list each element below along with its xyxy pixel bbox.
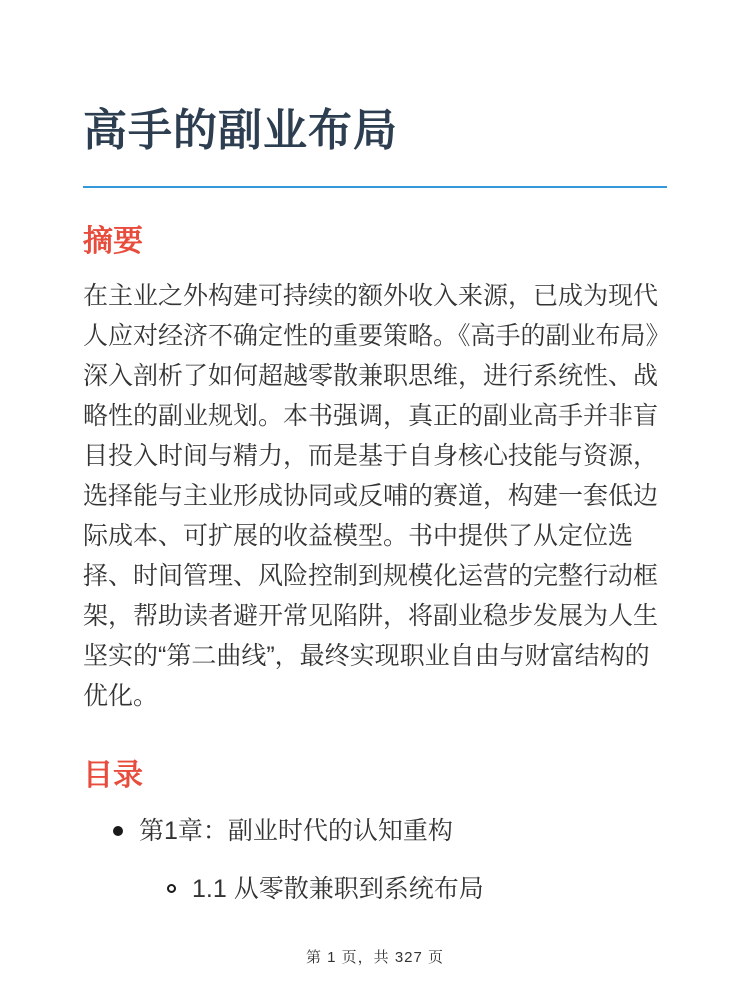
- title-underline: [83, 186, 667, 188]
- toc-list: [83, 811, 667, 909]
- disc-bullet-icon: [113, 826, 123, 836]
- circle-bullet-icon: [167, 884, 176, 893]
- toc-item-1-1: [83, 869, 667, 909]
- toc-item-label: 第1章：副业时代的认知重构: [139, 816, 453, 845]
- abstract-heading: 摘要: [83, 224, 143, 258]
- page-title: 高手的副业布局: [83, 106, 398, 155]
- abstract-paragraph: 在主业之外构建可持续的额外收入来源，已成为现代人应对经济不确定性的重要策略。《高手的副业布局》深入剖析了如何超越零散兼职思维，进行系统性、战略性的副业规划。本书强调，真正的副业高手并非盲目投入时间与精力，而是基于自身核心技能与资源，选择能与主业形成协同或反哺的赛道，构建一套低边际成本、可扩展的收益模型。书中提供了从定位选择、时间管理、风险控制到规模化运营的完整行动框架，帮助读者避开常见陷阱，将副业稳步发展为人生坚实的“第二曲线”，最终实现职业自由与财富结构的优化。: [83, 281, 659, 710]
- toc-item-label: 1.1 从零散兼职到系统布局: [192, 874, 484, 903]
- toc-item-chapter-1: [83, 811, 667, 851]
- toc-heading: 目录: [83, 758, 143, 792]
- page-footer: 第 1 页，共 327 页: [305, 949, 445, 966]
